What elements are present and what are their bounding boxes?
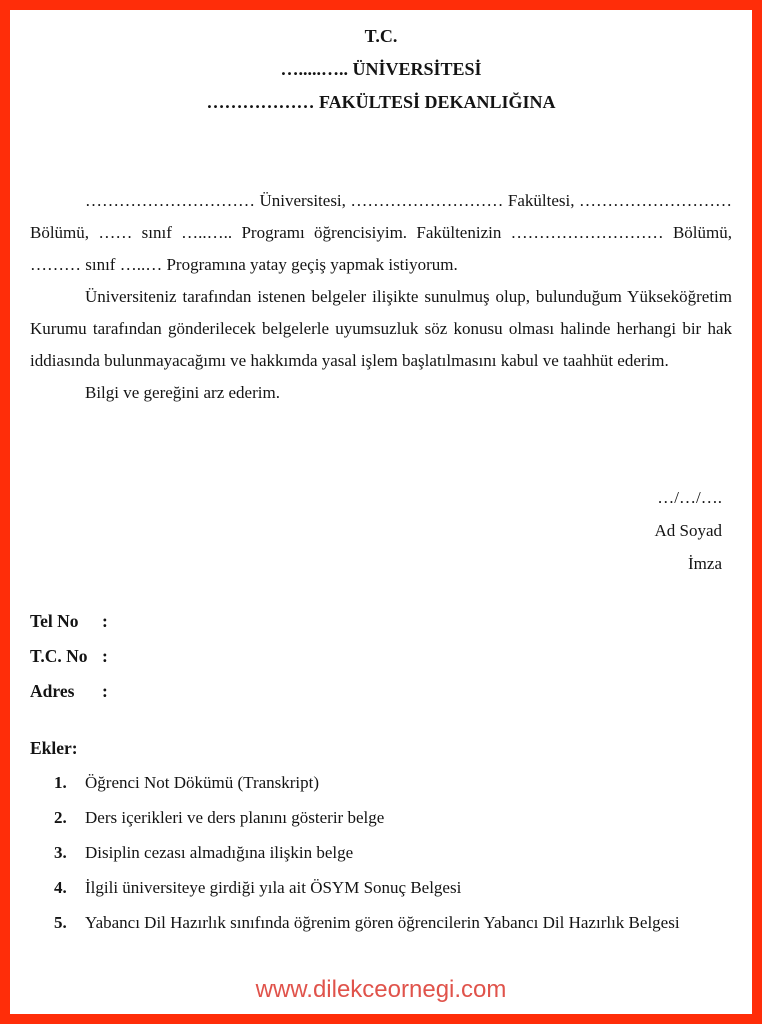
paragraph-request: ………………………… Üniversitesi, ……………………… Fakültesi, ……………………… Bölümü, …… sınıf …..….. Programı öğrencisiyim. Fakültenizin ……………………… Bölümü, ……… sınıf …..… Programına yatay geçiş yapmak istiyorum. [30,191,732,274]
contact-label-tcno: T.C. No [30,646,88,666]
list-item [30,872,732,904]
list-item [30,837,732,869]
list-item-number: 2. [54,808,67,827]
contact-colon: : [102,681,108,701]
paragraph-declaration: Üniversiteniz tarafından istenen belgeler ilişikte sunulmuş olup, bulunduğum Yükseköğretim Kurumu tarafından gönderilecek belgelerle uyumsuzluk söz konusu olması halinde herhangi bir hak iddiasında bulunmayacağımı ve hakkımda yasal işlem başlatılmasını kabul ve taahhüt ederim. [30,287,732,370]
document-header [30,20,732,119]
header-university: ….....….. ÜNİVERSİTESİ [280,59,482,79]
contact-row-tel [30,604,732,639]
list-item-text: Öğrenci Not Dökümü (Transkript) [85,773,320,792]
attachments-title: Ekler: [30,738,78,758]
attachments-section [30,731,732,939]
letter-body [30,185,732,409]
contact-block [30,604,732,709]
list-item-number: 5. [54,913,67,932]
list-item-number: 3. [54,843,67,862]
header-tc: T.C. [364,26,398,46]
paragraph-closing: Bilgi ve gereğini arz ederim. [85,383,280,402]
site-url[interactable]: www.dilekceornegi.com [255,976,507,1003]
contact-row-adres [30,674,732,709]
signature-block [30,481,732,580]
signature-imza: İmza [688,554,722,573]
list-item [30,767,732,799]
contact-label-tel: Tel No [30,611,79,631]
list-item-text: İlgili üniversiteye girdiği yıla ait ÖSYM Sonuç Belgesi [85,878,462,897]
contact-row-tcno [30,639,732,674]
list-item-number: 1. [54,773,67,792]
footer-watermark [10,976,752,1004]
signature-name: Ad Soyad [654,521,722,540]
list-item-number: 4. [54,878,67,897]
list-item-text: Yabancı Dil Hazırlık sınıfında öğrenim gören öğrencilerin Yabancı Dil Hazırlık Belgesi [85,913,680,932]
list-item [30,907,732,939]
contact-colon: : [102,611,108,631]
list-item-text: Ders içerikleri ve ders planını gösterir belge [85,808,385,827]
attachments-list [30,767,732,939]
list-item [30,802,732,834]
list-item-text: Disiplin cezası almadığına ilişkin belge [85,843,354,862]
signature-date: …/…/…. [657,488,722,507]
contact-label-adres: Adres [30,681,75,701]
contact-colon: : [102,646,108,666]
header-faculty-deanship: ……………… FAKÜLTESİ DEKANLIĞINA [206,92,556,112]
